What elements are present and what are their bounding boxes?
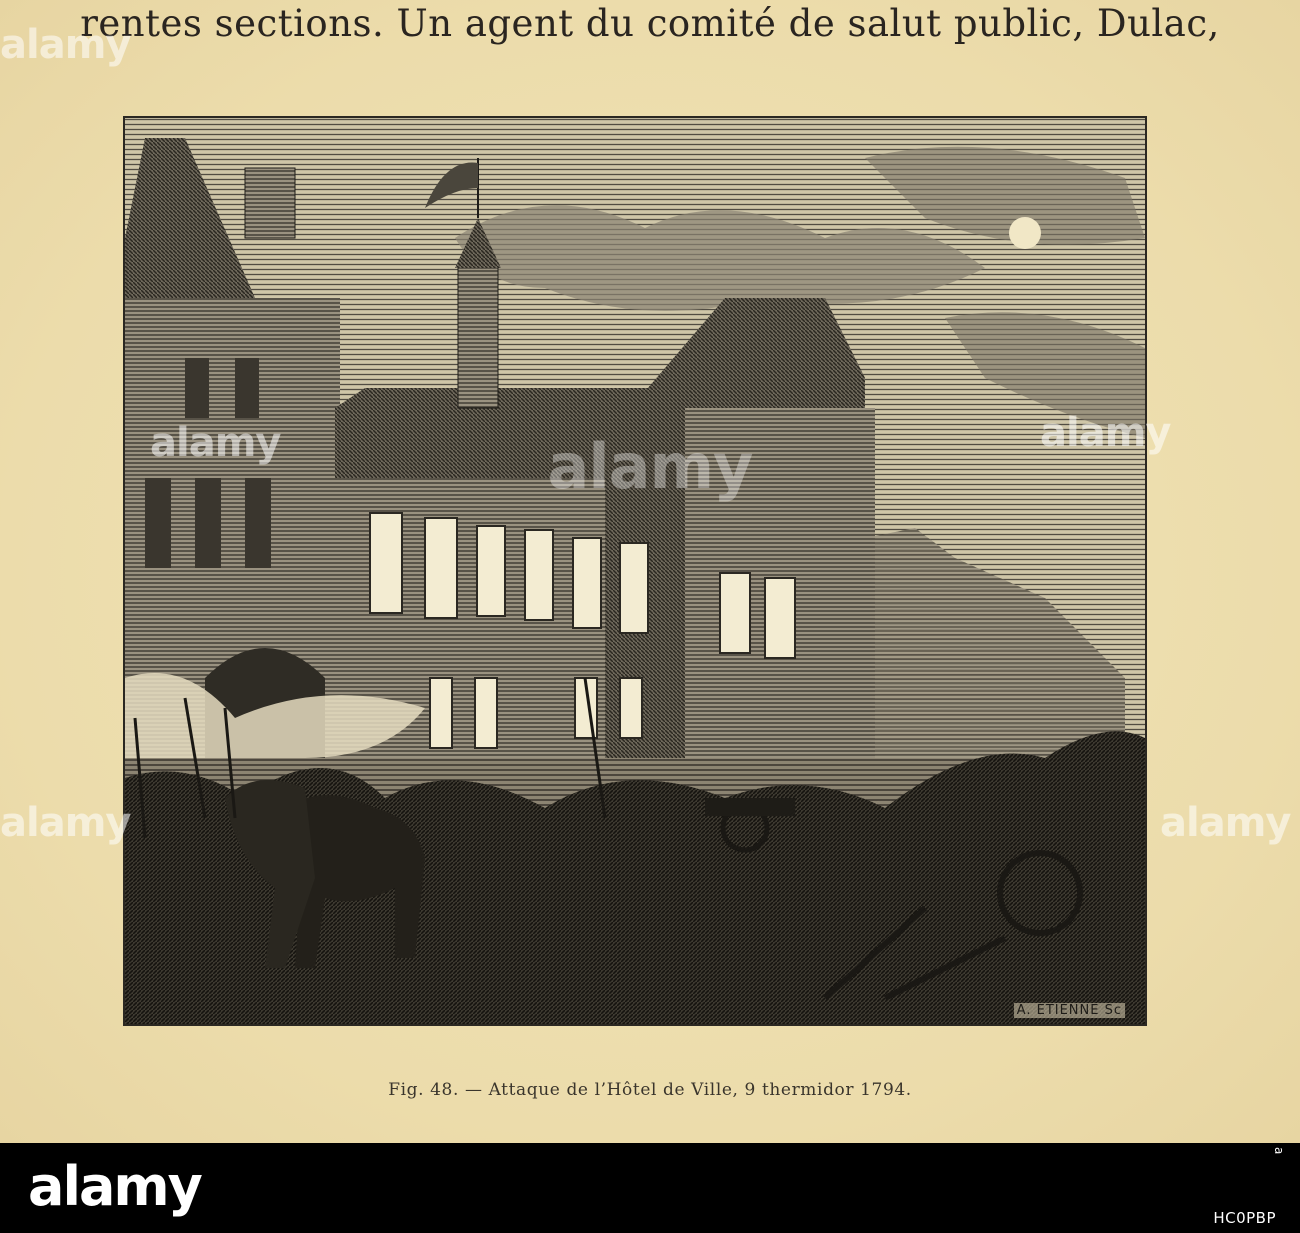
watermark-logo: alamy	[0, 22, 131, 68]
footer-side-text: a	[1272, 1147, 1286, 1155]
watermark-logo: alamy	[150, 420, 281, 466]
body-text-line: rentes sections. Un agent du comité de salut public, Dulac,	[80, 2, 1220, 45]
engraver-signature: A. ETIENNE Sc	[1014, 1003, 1125, 1018]
image-id-label: HC0PBP	[1213, 1209, 1276, 1227]
watermark-logo: alamy	[1160, 800, 1291, 846]
figure-caption: Fig. 48. — Attaque de l’Hôtel de Ville, 9 thermidor 1794.	[388, 1080, 912, 1100]
watermark-footer-bar	[0, 1143, 1300, 1233]
watermark-logo-center: alamy	[547, 430, 753, 503]
engraving-illustration	[123, 116, 1147, 1026]
watermark-logo: alamy	[0, 800, 131, 846]
footer-brand-logo: alamy	[28, 1155, 201, 1218]
watermark-logo: alamy	[1040, 410, 1171, 456]
